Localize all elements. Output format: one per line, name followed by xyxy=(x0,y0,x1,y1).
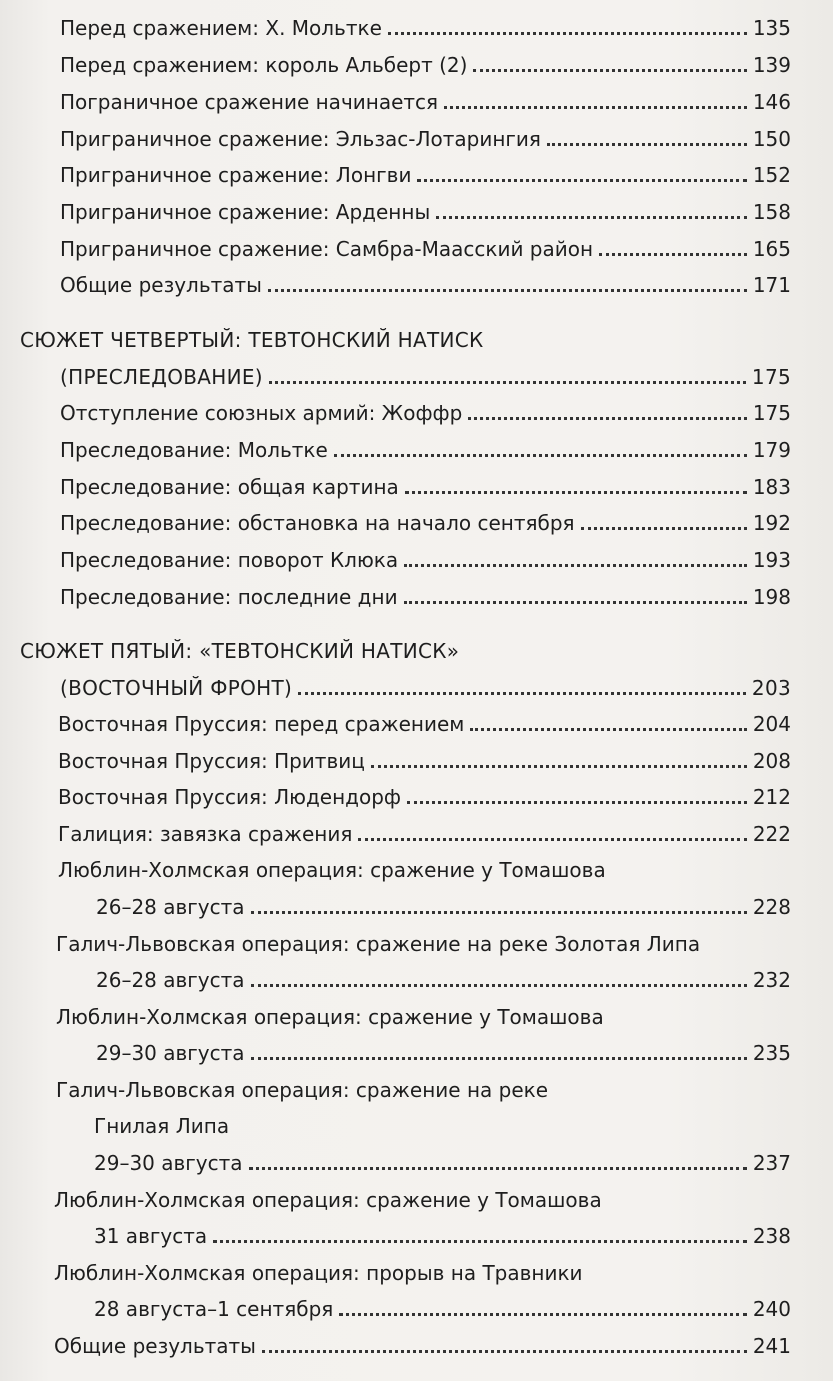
toc-entry-page: 139 xyxy=(752,53,791,77)
toc-entry xyxy=(60,194,791,224)
dot-leader xyxy=(298,688,746,695)
toc-entry-page: 175 xyxy=(752,401,791,425)
toc-entry-page: 208 xyxy=(752,749,791,773)
toc-entry-page: 198 xyxy=(752,585,791,609)
toc-entry-page: 192 xyxy=(752,511,791,535)
toc-entry-title: Общие результаты xyxy=(60,273,262,297)
toc-entry-page: 240 xyxy=(752,1297,791,1321)
toc-entry-title: Приграничное сражение: Лонгви xyxy=(60,163,412,187)
toc-entry xyxy=(94,1218,791,1248)
dot-leader xyxy=(404,560,747,567)
toc-entry-title: 28 августа–1 сентября xyxy=(94,1297,334,1321)
toc-entry xyxy=(60,47,791,77)
toc-entry-page: 237 xyxy=(752,1151,791,1175)
toc-entry-page: 228 xyxy=(752,895,791,919)
toc-entry-title: Приграничное сражение: Арденны xyxy=(60,200,431,224)
toc-entry-title: Восточная Пруссия: перед сражением xyxy=(58,712,465,736)
toc-entry-title: (ПРЕСЛЕДОВАНИЕ) xyxy=(60,365,263,389)
toc-entry xyxy=(60,432,791,462)
dot-leader xyxy=(269,377,746,384)
toc-entry xyxy=(60,10,791,40)
toc-entry xyxy=(94,1145,791,1175)
toc-entry-title: (ВОСТОЧНЫЙ ФРОНТ) xyxy=(60,676,293,700)
toc-entry-title: Гнилая Липа xyxy=(94,1114,230,1138)
toc-section-title: СЮЖЕТ ЧЕТВЕРТЫЙ: ТЕВТОНСКИЙ НАТИСК xyxy=(20,328,484,352)
toc-entry-page: 152 xyxy=(752,163,791,187)
dot-leader xyxy=(547,139,747,146)
toc-entry-title: Пограничное сражение начинается xyxy=(60,90,439,114)
toc-entry xyxy=(96,889,791,919)
toc-entry-title: Галич-Львовская операция: сражение на реке xyxy=(56,1078,549,1102)
toc-entry xyxy=(58,743,791,773)
toc-entry xyxy=(60,469,791,499)
toc-entry-title: Общие результаты xyxy=(54,1334,256,1358)
toc-entry xyxy=(54,1182,791,1212)
toc-entry-title: Перед сражением: Х. Мольтке xyxy=(60,16,382,40)
toc-entry-page: 171 xyxy=(752,273,791,297)
dot-leader xyxy=(470,724,746,731)
toc-entry xyxy=(94,1291,791,1321)
dot-leader xyxy=(249,1163,747,1170)
dot-leader xyxy=(405,487,747,494)
toc-entry xyxy=(56,926,791,956)
toc-entry xyxy=(96,962,791,992)
dot-leader xyxy=(334,450,747,457)
toc-entry-page: 135 xyxy=(752,16,791,40)
toc-entry-title: Люблин-Холмская операция: сражение у Томашова xyxy=(58,858,606,882)
toc-entry-title: Преследование: общая картина xyxy=(60,475,399,499)
dot-leader xyxy=(268,285,747,292)
toc-entry xyxy=(54,1255,791,1285)
dot-leader xyxy=(468,413,746,420)
toc-entry xyxy=(60,267,791,297)
toc-section-heading xyxy=(20,633,791,663)
toc-entry-title: Преследование: поворот Клюка xyxy=(60,548,399,572)
toc-entry xyxy=(60,157,791,187)
dot-leader xyxy=(388,28,747,35)
dot-leader xyxy=(251,980,747,987)
dot-leader xyxy=(473,65,746,72)
toc-entry xyxy=(60,121,791,151)
toc-entry-title: 29–30 августа xyxy=(96,1041,245,1065)
toc-entry-page: 193 xyxy=(752,548,791,572)
dot-leader xyxy=(436,212,747,219)
toc-entry-title: Отступление союзных армий: Жоффр xyxy=(60,401,463,425)
toc-entry-title: Восточная Пруссия: Людендорф xyxy=(58,785,402,809)
toc-entry-page: 179 xyxy=(752,438,791,462)
toc-entry xyxy=(96,1035,791,1065)
toc-entry xyxy=(60,84,791,114)
dot-leader xyxy=(371,761,747,768)
toc-entry-page: 158 xyxy=(752,200,791,224)
toc-entry-page: 203 xyxy=(751,676,791,700)
toc-entry-page: 241 xyxy=(752,1334,791,1358)
toc-entry-title: 31 августа xyxy=(94,1224,208,1248)
toc-entry-page: 238 xyxy=(752,1224,791,1248)
toc-section-heading xyxy=(20,322,791,352)
toc-entry xyxy=(58,852,791,882)
toc-entry xyxy=(56,1072,791,1102)
toc-entry xyxy=(60,579,791,609)
toc-entry-page: 232 xyxy=(752,968,791,992)
dot-leader xyxy=(339,1309,747,1316)
dot-leader xyxy=(407,797,747,804)
toc-entry-title: Преследование: Мольтке xyxy=(60,438,328,462)
toc-section-title: СЮЖЕТ ПЯТЫЙ: «ТЕВТОНСКИЙ НАТИСК» xyxy=(20,639,460,663)
toc-entry xyxy=(60,505,791,535)
toc-entry-page: 146 xyxy=(752,90,791,114)
dot-leader xyxy=(404,597,747,604)
toc-entry xyxy=(94,1108,791,1138)
toc-entry-title: Люблин-Холмская операция: прорыв на Травники xyxy=(54,1261,583,1285)
toc-entry xyxy=(60,542,791,572)
toc-entry xyxy=(56,999,791,1029)
toc-entry xyxy=(60,395,791,425)
dot-leader xyxy=(581,523,747,530)
toc-entry-page: 235 xyxy=(752,1041,791,1065)
toc-entry-page: 183 xyxy=(752,475,791,499)
toc-entry xyxy=(60,359,791,389)
toc-entry-title: Перед сражением: король Альберт (2) xyxy=(60,53,468,77)
toc-entry-page: 222 xyxy=(752,822,791,846)
toc-entry xyxy=(58,816,791,846)
toc-entry-title: Галиция: завязка сражения xyxy=(58,822,353,846)
dot-leader xyxy=(251,1053,747,1060)
dot-leader xyxy=(251,907,747,914)
toc-entry-title: 26–28 августа xyxy=(96,968,245,992)
toc-entry xyxy=(58,706,791,736)
toc-entry-title: 26–28 августа xyxy=(96,895,245,919)
toc-entry-title: Люблин-Холмская операция: сражение у Томашова xyxy=(56,1005,604,1029)
toc-entry-title: Восточная Пруссия: Притвиц xyxy=(58,749,365,773)
toc-entry-page: 150 xyxy=(752,127,791,151)
dot-leader xyxy=(417,175,746,182)
toc-entry-title: Преследование: последние дни xyxy=(60,585,398,609)
toc-entry xyxy=(60,231,791,261)
toc-entry xyxy=(54,1328,791,1358)
toc-entry-page: 212 xyxy=(752,785,791,809)
toc-entry-title: Приграничное сражение: Эльзас-Лотарингия xyxy=(60,127,541,151)
toc-entry xyxy=(58,779,791,809)
dot-leader xyxy=(213,1236,747,1243)
toc-entry-title: Преследование: обстановка на начало сентября xyxy=(60,511,575,535)
toc-entry-page: 175 xyxy=(751,365,791,389)
dot-leader xyxy=(599,249,747,256)
toc-entry-page: 204 xyxy=(752,712,791,736)
dot-leader xyxy=(444,102,747,109)
dot-leader xyxy=(358,834,746,841)
dot-leader xyxy=(262,1346,747,1353)
toc-entry-title: Приграничное сражение: Самбра-Маасский район xyxy=(60,237,594,261)
toc-entry-title: 29–30 августа xyxy=(94,1151,243,1175)
toc-entry xyxy=(60,670,791,700)
toc-entry-title: Галич-Львовская операция: сражение на реке Золотая Липа xyxy=(56,932,701,956)
toc-entry-title: Люблин-Холмская операция: сражение у Томашова xyxy=(54,1188,602,1212)
toc-entry-page: 165 xyxy=(752,237,791,261)
